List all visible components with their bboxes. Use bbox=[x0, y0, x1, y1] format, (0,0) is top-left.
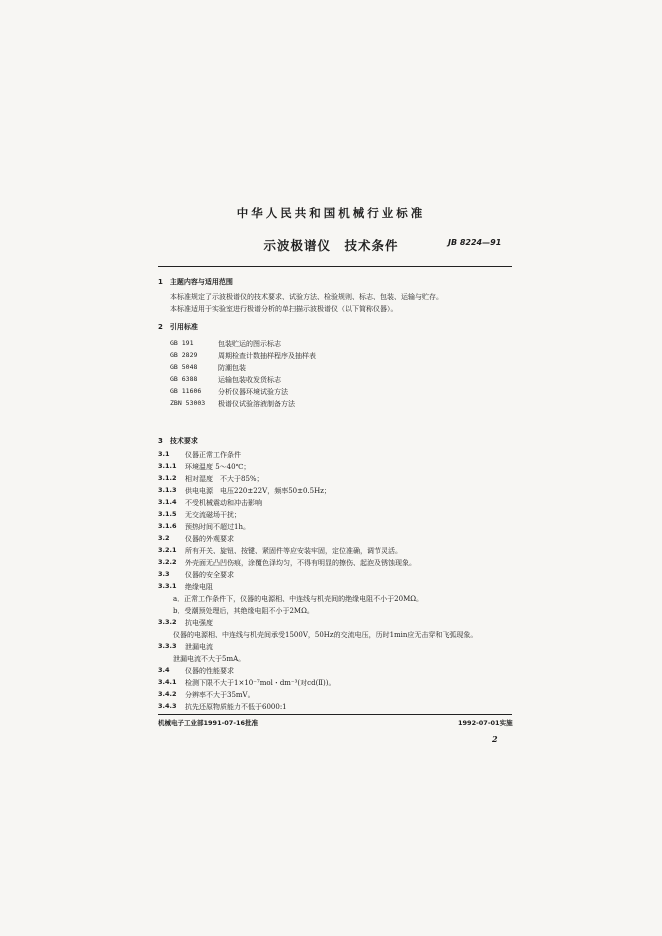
section-1-paragraph: 本标准规定了示波极谱仪的技术要求、试验方法、检验规则、标志、包装、运输与贮存。 bbox=[170, 293, 443, 301]
clause-text: 供电电源 电压220±22V，频率50±0.5Hz； bbox=[185, 487, 331, 495]
clause-text: 泄漏电流 bbox=[185, 643, 213, 651]
clause-number: 3.1.1 bbox=[158, 462, 177, 470]
clause-number: 3.2.1 bbox=[158, 546, 177, 554]
clause-number: 3.4 bbox=[158, 666, 170, 674]
clause-number: 3.4.1 bbox=[158, 678, 177, 686]
reference-code: GB 191 bbox=[170, 339, 194, 347]
reference-code: GB 2829 bbox=[170, 351, 198, 359]
clause-subitem: a．正常工作条件下，仪器的电源相、中连线与机壳间的绝缘电阻不小于20MΩ。 bbox=[173, 595, 424, 603]
clause-subitem: b．受潮预处理后，其绝缘电阻不小于2MΩ。 bbox=[173, 607, 314, 615]
approval-date: 机械电子工业部1991-07-16批准 bbox=[158, 719, 259, 727]
reference-code: GB 5048 bbox=[170, 363, 198, 371]
clause-text: 无交流磁场干扰； bbox=[185, 511, 241, 519]
clause-number: 3.3 bbox=[158, 570, 170, 578]
clause-text: 分辨率不大于35mV。 bbox=[185, 691, 255, 699]
standard-number: JB 8224—91 bbox=[448, 238, 502, 247]
reference-title: 周期检查计数抽样程序及抽样表 bbox=[218, 352, 316, 360]
clause-number: 3.3.1 bbox=[158, 582, 177, 590]
clause-text: 相对湿度 不大于85%； bbox=[185, 475, 264, 483]
clause-text: 所有开关、旋钮、按键、紧固件等应安装牢固，定位准确，调节灵活。 bbox=[185, 547, 402, 555]
header-rule bbox=[158, 266, 512, 267]
footer-rule bbox=[158, 714, 512, 715]
reference-title: 运输包装收发货标志 bbox=[218, 376, 281, 384]
clause-text: 绝缘电阻 bbox=[185, 583, 213, 591]
clause-number: 3.2 bbox=[158, 534, 170, 542]
reference-title: 极谱仪试验溶液制备方法 bbox=[218, 400, 295, 408]
section-2-heading: 2 引用标准 bbox=[158, 323, 198, 331]
clause-number: 3.2.2 bbox=[158, 558, 177, 566]
clause-paragraph: 泄漏电流不大于5mA。 bbox=[173, 655, 246, 663]
clause-text: 外壳面无凸凹伤痕，涂覆色泽均匀，不得有明显的擦伤、起泡及锈蚀现象。 bbox=[185, 559, 416, 567]
clause-number: 3.3.2 bbox=[158, 618, 177, 626]
clause-text: 环境温度 5～40℃； bbox=[185, 463, 251, 471]
clause-number: 3.3.3 bbox=[158, 642, 177, 650]
clause-number: 3.1.4 bbox=[158, 498, 177, 506]
clause-number: 3.1.2 bbox=[158, 474, 177, 482]
clause-text: 不受机械震动和冲击影响 bbox=[185, 499, 262, 507]
section-3-heading: 3 技术要求 bbox=[158, 437, 198, 445]
reference-title: 防潮包装 bbox=[218, 364, 246, 372]
clause-number: 3.4.3 bbox=[158, 702, 177, 710]
clause-number: 3.4.2 bbox=[158, 690, 177, 698]
clause-text: 仪器的性能要求 bbox=[185, 667, 234, 675]
section-1-paragraph: 本标准适用于实验室进行极谱分析的单扫描示波极谱仪（以下简称仪器）。 bbox=[170, 305, 398, 313]
clause-number: 3.1.5 bbox=[158, 510, 177, 518]
clause-number: 3.1.6 bbox=[158, 522, 177, 530]
clause-text: 预热时间不超过1h。 bbox=[185, 523, 250, 531]
reference-code: GB 11606 bbox=[170, 387, 202, 395]
section-1-heading: 1 主题内容与适用范围 bbox=[158, 278, 233, 286]
page-number: 2 bbox=[492, 734, 498, 744]
clause-text: 抗电强度 bbox=[185, 619, 213, 627]
reference-code: ZBN 53003 bbox=[170, 399, 206, 407]
clause-text: 抗先还原物质能力不低于6000:1 bbox=[185, 703, 287, 711]
document-title: 示波极谱仪 技术条件 bbox=[263, 238, 399, 253]
clause-text: 仪器的外观要求 bbox=[185, 535, 234, 543]
reference-title: 包装贮运的图示标志 bbox=[218, 340, 281, 348]
reference-code: GB 6388 bbox=[170, 375, 198, 383]
clause-number: 3.1 bbox=[158, 450, 170, 458]
clause-text: 检测下限不大于1×10⁻⁷mol・dm⁻³(对cd(Ⅱ))。 bbox=[185, 679, 336, 687]
effective-date: 1992-07-01实施 bbox=[458, 719, 513, 727]
issuing-organization: 中华人民共和国机械行业标准 bbox=[236, 206, 426, 220]
reference-title: 分析仪器环境试验方法 bbox=[218, 388, 288, 396]
clause-paragraph: 仪器的电源相、中连线与机壳间承受1500V，50Hz的交流电压，历时1min应无击穿和飞弧现象。 bbox=[173, 631, 478, 639]
clause-text: 仪器的安全要求 bbox=[185, 571, 234, 579]
clause-number: 3.1.3 bbox=[158, 486, 177, 494]
clause-text: 仪器正常工作条件 bbox=[185, 451, 241, 459]
